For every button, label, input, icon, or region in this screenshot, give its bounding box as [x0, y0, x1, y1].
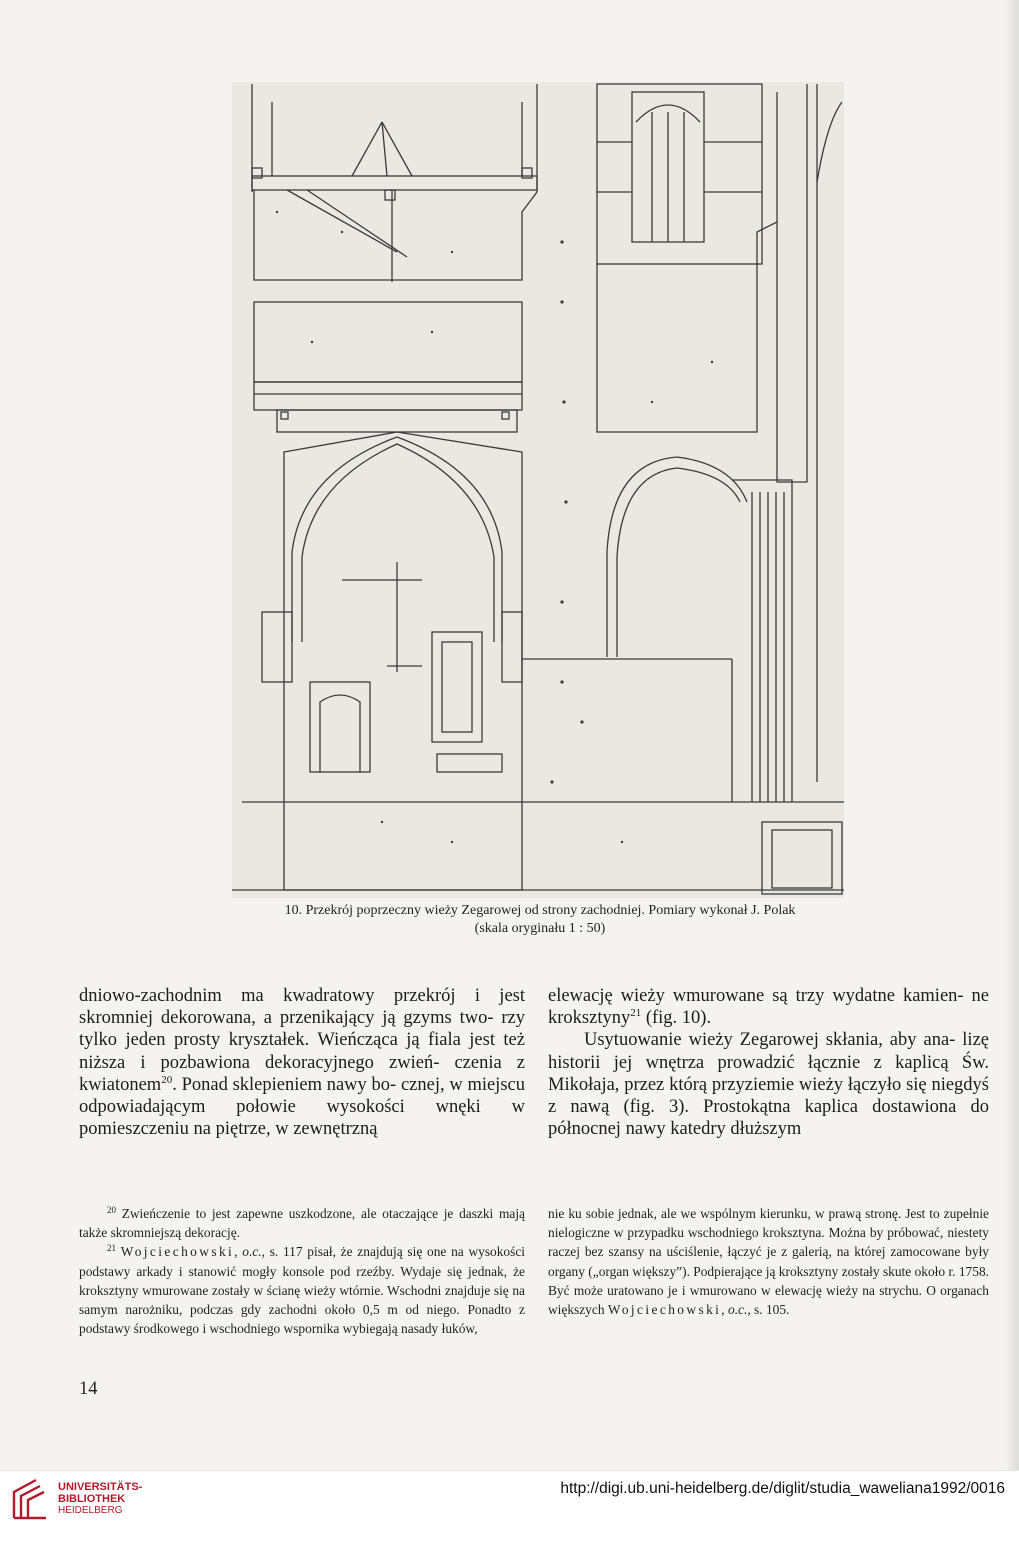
footnote-21-cont-oc: o.c.	[728, 1302, 748, 1318]
library-logo-icon	[10, 1478, 50, 1522]
footnote-ref-21: 21	[630, 1007, 642, 1020]
right-paragraph-2: Usytuowanie wieży Zegarowej skłania, aby ana- lizę historii jej wnętrza prowadzić łącznie z kaplicą Św. Mikołaja, przez którą przyziemie wieży łączyło się niegdyś z nawą (fig. 3). Prostokątna kaplica dostawiona do północnej nawy katedry dłuższym	[548, 1030, 989, 1140]
cross-section-drawing	[232, 82, 844, 898]
source-url-link[interactable]: http://digi.ub.uni-heidelberg.de/diglit/studia_waweliana1992/0016	[560, 1480, 1005, 1497]
footnote-21-continued: nie ku sobie jednak, ale we wspólnym kierunku, w prawą stronę. Jest to zupełnie nielogiczne w przypadku wschodniego kroksztyna. Można by próbować, niestety raczej bez szansy na uściślenie, łączyć je z galerią, na której zamocowane były organy („organ większy”). Podpierające ją kroksztyny zostały skute około r. 1758. Być może uratowano je i wmurowano w elewację wieży na strychu. O organach większych Wojciechowski, o.c., s. 105.	[548, 1206, 989, 1318]
library-line-3: HEIDELBERG	[58, 1505, 123, 1516]
footnote-21-cont-end: , s. 105.	[747, 1302, 790, 1318]
footnote-21-cont-text: nie ku sobie jednak, ale we wspólnym kierunku, w prawą stronę. Jest to zupełnie nielogiczne w przypadku wschodniego kroksztyna. Można by próbować, niestety raczej bez szansy na uściślenie, łączyć je z galerią, na której zamocowane były organy („organ większy”). Podpierające ją kroksztyny zostały skute około r. 1758. Być może uratowano je i wmurowano w elewację wieży na strychu. O organach większych	[548, 1206, 989, 1318]
right-text-1: elewację wieży wmurowane są trzy wydatne kamien- ne kroksztyny	[548, 986, 989, 1029]
left-paragraph	[79, 985, 525, 1140]
library-line-2: BIBLIOTHEK	[58, 1493, 126, 1505]
footnote-20-number: 20	[107, 1205, 116, 1215]
right-paragraph-1	[548, 985, 989, 1029]
footnotes-right	[548, 1204, 989, 1319]
left-text-2: . Ponad sklepieniem nawy bo- cznej, w miejscu odpowiadającym połowie wysokości wnęki w pomieszczeniu na piętrze, w zewnętrzną	[79, 1074, 525, 1140]
footnote-20-text: Zwieńczenie to jest zapewne uszkodzone, ale otaczające je daszki mają także skromniejszą dekorację.	[79, 1206, 525, 1241]
body-column-right	[548, 985, 989, 1140]
footnote-20	[79, 1204, 525, 1242]
left-text-1: dniowo-zachodnim ma kwadratowy przekrój i jest skromniej dekorowana, a przenikający ją gzyms two- rzy tylko jeden prosty kryształek. Wieńcząca ją fiala jest też niższa i pozbawiona dekoracyjnego zwień- czenia z kwiatonem	[79, 986, 525, 1095]
page-number: 14	[79, 1379, 98, 1399]
figure-drawing	[232, 82, 844, 898]
footnote-21-text: , s. 117 pisał, że znajdują się one na wysokości podstawy arkady i stanowić mogły konsole pod rzeźby. Wydaje się jednak, że kroksztyny wmurowane zostały w ścianę wieży wtórnie. Wschodni znajduje się na samym narożniku, podczas gdy zachodni około 0,5 m od niego. Ponadto z podstawy środkowego i wschodniego wspornika wybiegają nasady łuków,	[79, 1244, 525, 1337]
figure-caption	[200, 902, 880, 938]
right-text-1-end: (fig. 10).	[641, 1008, 712, 1029]
footer-bar	[0, 1470, 1019, 1543]
footnote-21-author: Wojciechowski	[120, 1244, 235, 1260]
body-column-left	[79, 985, 525, 1140]
caption-line-2: (skala oryginału 1 : 50)	[474, 921, 606, 936]
footnote-21-cont-author: Wojciechowski	[607, 1302, 722, 1318]
footnote-21-number: 21	[107, 1243, 116, 1254]
footnote-21-oc: o.c.	[242, 1244, 262, 1260]
library-line-1: UNIVERSITÄTS-	[58, 1481, 143, 1493]
footnotes-left	[79, 1204, 525, 1338]
page-edge-shadow	[1005, 0, 1019, 1470]
library-name	[58, 1481, 142, 1517]
footnote-21: $^{21}$ Wojciechowski, o.c., s. 117 pisał, że znajdują się one na wysokości podstawy arkady i stanowić mogły konsole pod rzeźby. Wydaje się jednak, że kroksztyny wmurowane zostały w ścianę wieży wtórnie. Wschodni znajduje się na samym narożniku, podczas gdy zachodni około 0,5 m od niego. Ponadto z podstawy środkowego i wschodniego wspornika wybiegają nasady łuków,	[79, 1243, 525, 1337]
footnote-ref-20: 20	[161, 1073, 173, 1086]
caption-line-1: 10. Przekrój poprzeczny wieży Zegarowej od strony zachodniej. Pomiary wykonał J. Polak	[284, 903, 796, 918]
